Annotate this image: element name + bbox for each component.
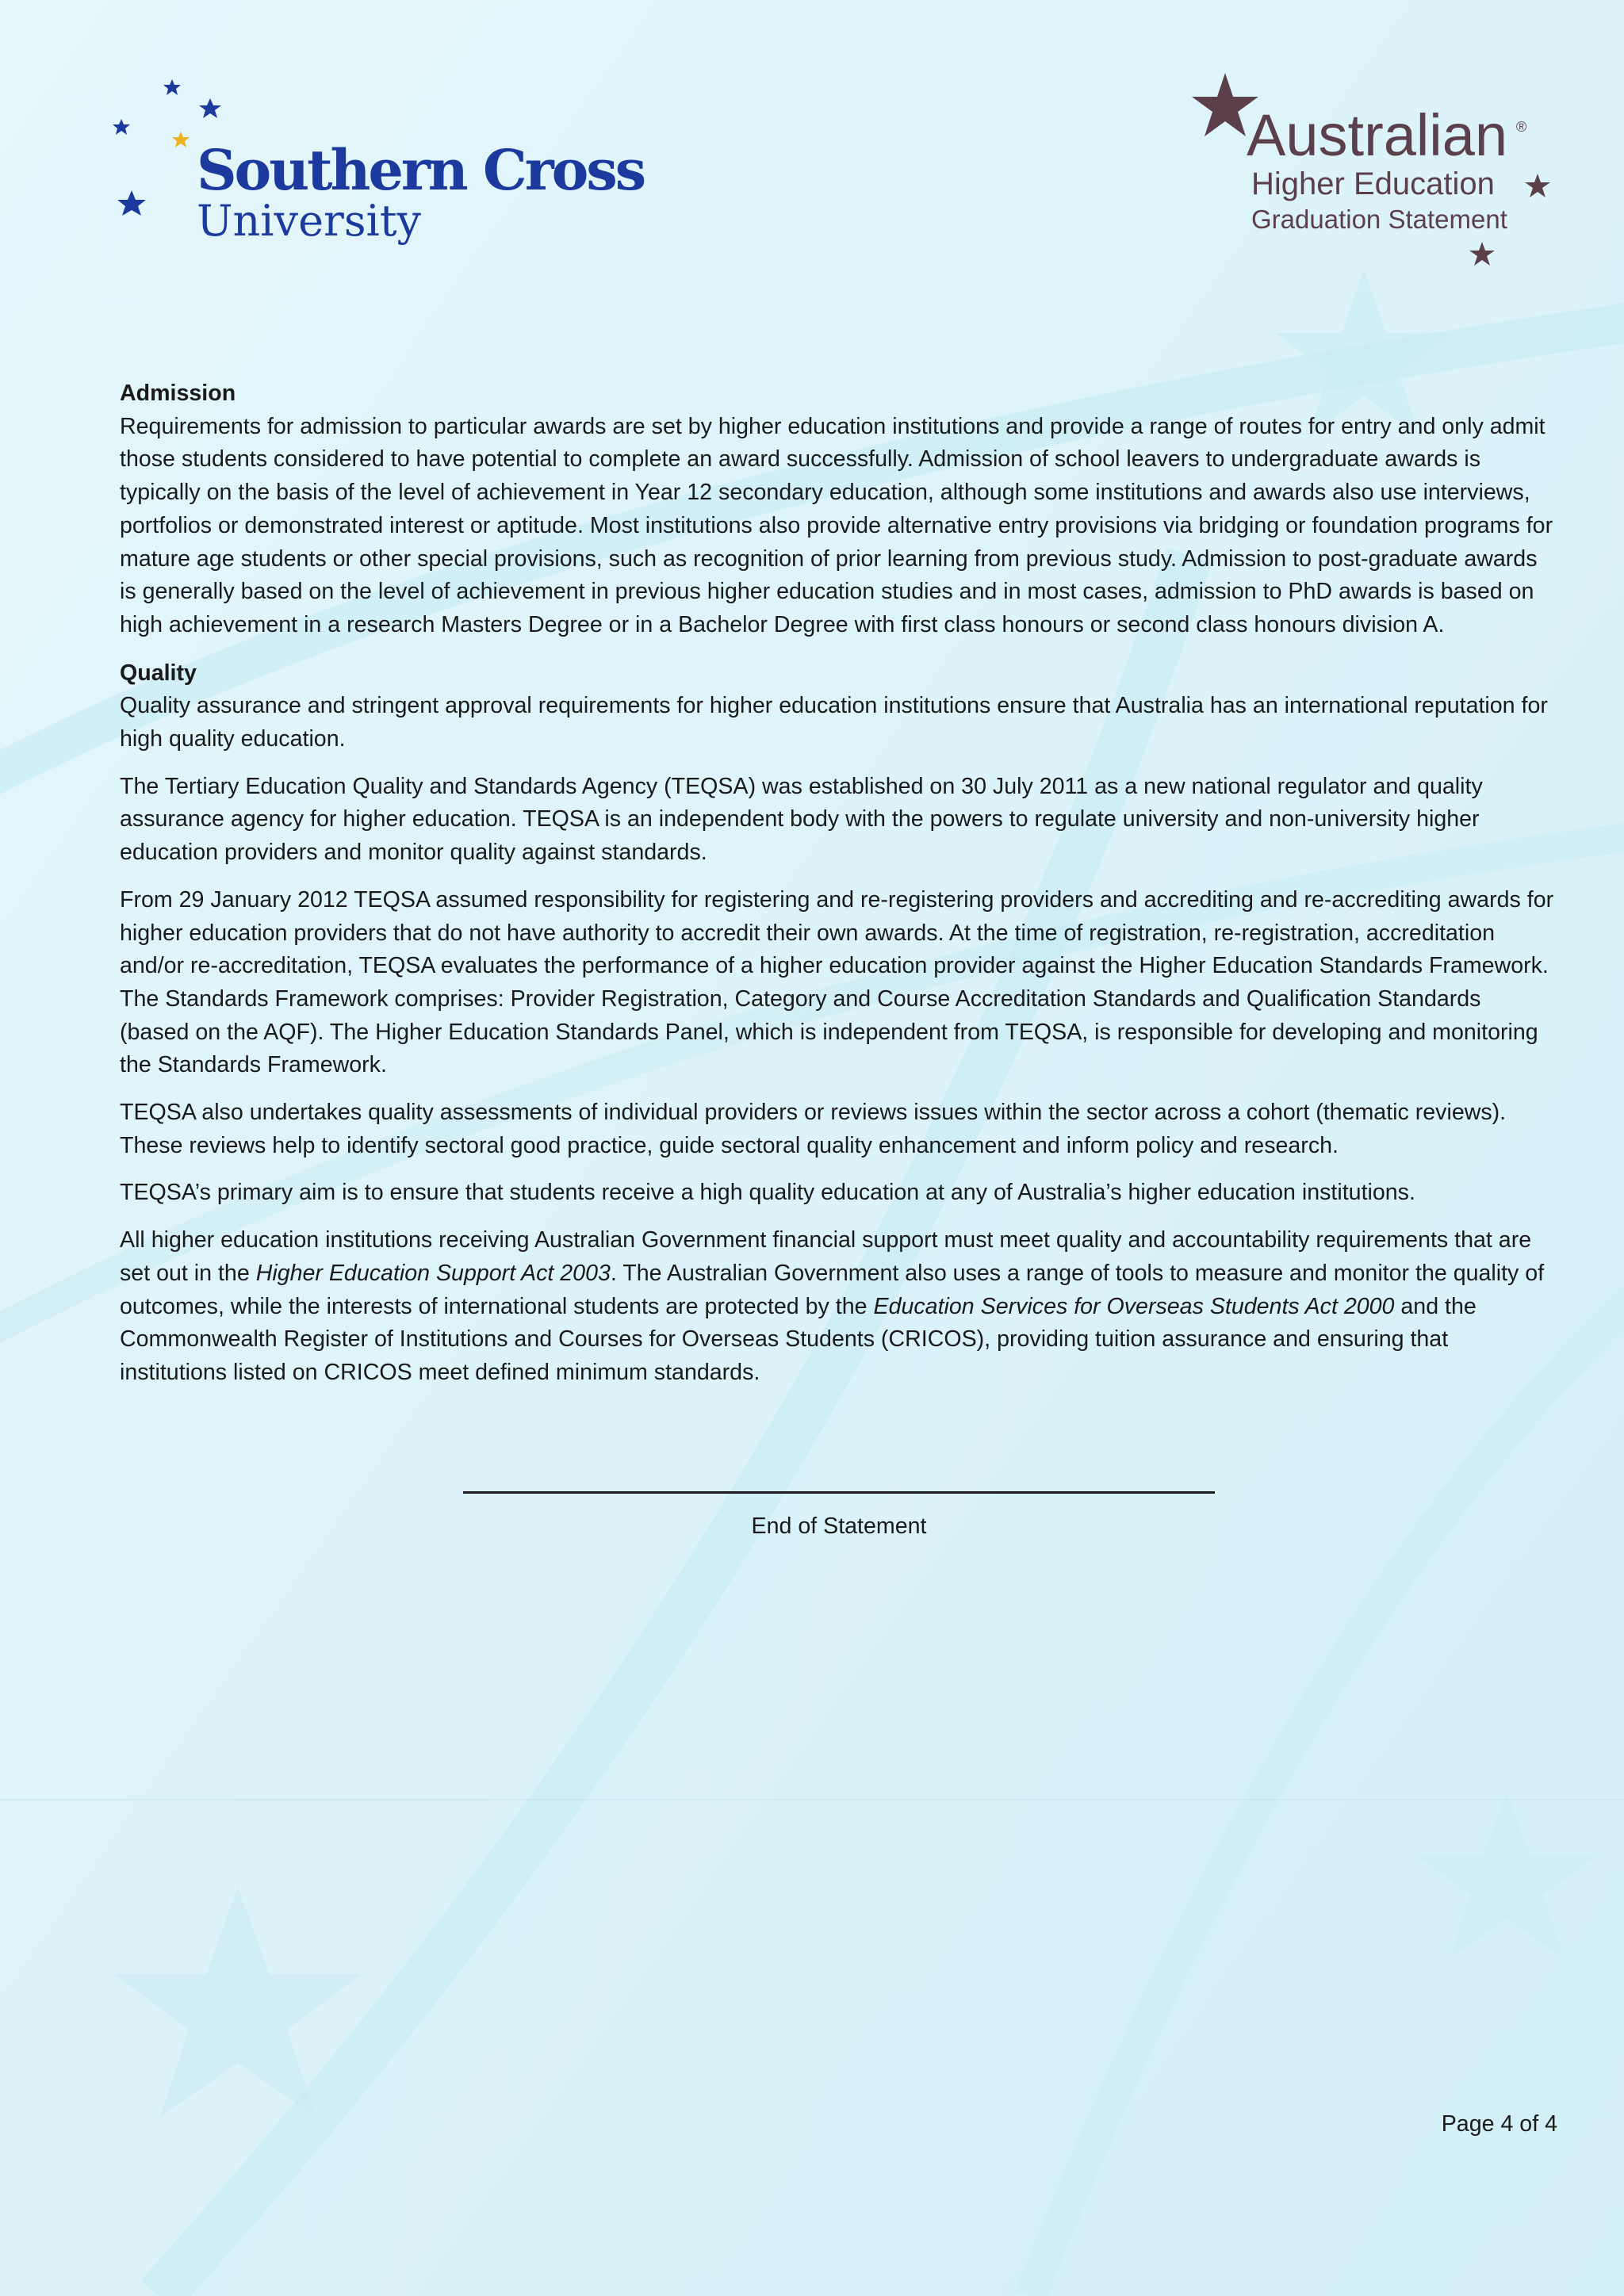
quality-paragraph-3: From 29 January 2012 TEQSA assumed responsibility for registering and re-registering providers and accrediting and re-accrediting awards for higher education providers that do not have authority to accredit their own awards. At the time of registration, re-registration, accreditation and/or re-accreditation, TEQSA evaluates the performance of a higher education provider against the Higher Education Standards Framework. The Standards Framework comprises: Provider Registration, Category and Course Accreditation Standards and Qualification Standards (based on the AQF). The Higher Education Standards Panel, which is independent from TEQSA, is responsible for developing and monitoring the Standards Framework. bbox=[120, 886, 1554, 1078]
quality-paragraph-6-part-b: . The Australian Government also uses a range of tools to measure and monitor the quality of outcomes, while the interests of international students are protected by the bbox=[120, 1260, 1545, 1319]
quality-paragraph-6 bbox=[120, 1224, 1555, 1390]
end-of-statement: End of Statement bbox=[751, 1513, 927, 1539]
statement-body bbox=[120, 377, 1555, 1390]
ahegs-small-star-icon bbox=[1469, 241, 1496, 268]
esos-act-title: Education Services for Overseas Students Act 2000 bbox=[873, 1293, 1395, 1319]
quality-paragraph-6-part-a: All higher education institutions receiving Australian Government financial support must meet quality and accountability requirements that are set out in the bbox=[120, 1227, 1532, 1286]
admission-paragraph: Requirements for admission to particular awards are set by higher education institutions and provide a range of routes for entry and only admit those students considered to have potential to complete an award successfully. Admission of school leavers to undergraduate awards is typically on the basis of the level of achievement in Year 12 secondary education, although some institutions and awards also use interviews, portfolios or demonstrated interest or aptitude. Most institutions also provide alternative entry provisions via bridging or foundation programs for mature age students or other special provisions, such as recognition of prior learning from previous study. Admission to post-graduate awards is generally based on the level of achievement in previous higher education studies and in most cases, admission to PhD awards is based on high achievement in a research Masters Degree or in a Bachelor Degree with first class honours or second class honours division A. bbox=[120, 413, 1553, 637]
end-divider bbox=[463, 1491, 1215, 1494]
quality-heading: Quality bbox=[120, 660, 197, 686]
southern-cross-university-logo bbox=[111, 71, 650, 254]
ahegs-title: Australian bbox=[1247, 102, 1508, 168]
ahegs-small-star-icon bbox=[1524, 173, 1551, 200]
page-number: Page 4 of 4 bbox=[1441, 2111, 1557, 2137]
quality-paragraph-5: TEQSA’s primary aim is to ensure that students receive a high quality education at any of Australia’s higher education institutions. bbox=[120, 1180, 1415, 1206]
ahegs-logo bbox=[1189, 71, 1570, 277]
quality-paragraph-4: TEQSA also undertakes quality assessments of individual providers or reviews issues within the sector across a cohort (thematic reviews). These reviews help to identify sectoral good practice, guide sectoral quality enhancement and inform policy and research. bbox=[120, 1100, 1507, 1158]
admission-heading: Admission bbox=[120, 381, 236, 406]
quality-paragraph-1: Quality assurance and stringent approval requirements for higher education institutions ensure that Australia has an international reputation for high quality education. bbox=[120, 693, 1548, 752]
quality-paragraph-6-part-c: and the Commonwealth Register of Institutions and Courses for Overseas Students (CRICOS), providing tuition assurance and ensuring that institutions listed on CRICOS meet defined minimum standards. bbox=[120, 1293, 1477, 1385]
higher-education-support-act-title: Higher Education Support Act 2003 bbox=[255, 1260, 611, 1286]
university-name: Southern Cross bbox=[197, 137, 645, 203]
ahegs-subtitle-line1: Higher Education bbox=[1251, 166, 1495, 201]
ahegs-subtitle-line2: Graduation Statement bbox=[1251, 205, 1507, 234]
university-subtitle: University bbox=[197, 196, 422, 246]
registered-mark: ® bbox=[1516, 119, 1527, 135]
quality-paragraph-2: The Tertiary Education Quality and Standards Agency (TEQSA) was established on 30 July 2011 as a new national regulator and quality assurance agency for higher education. TEQSA is an independent body with the powers to regulate university and non-university higher education providers and monitor quality against standards. bbox=[120, 773, 1483, 866]
